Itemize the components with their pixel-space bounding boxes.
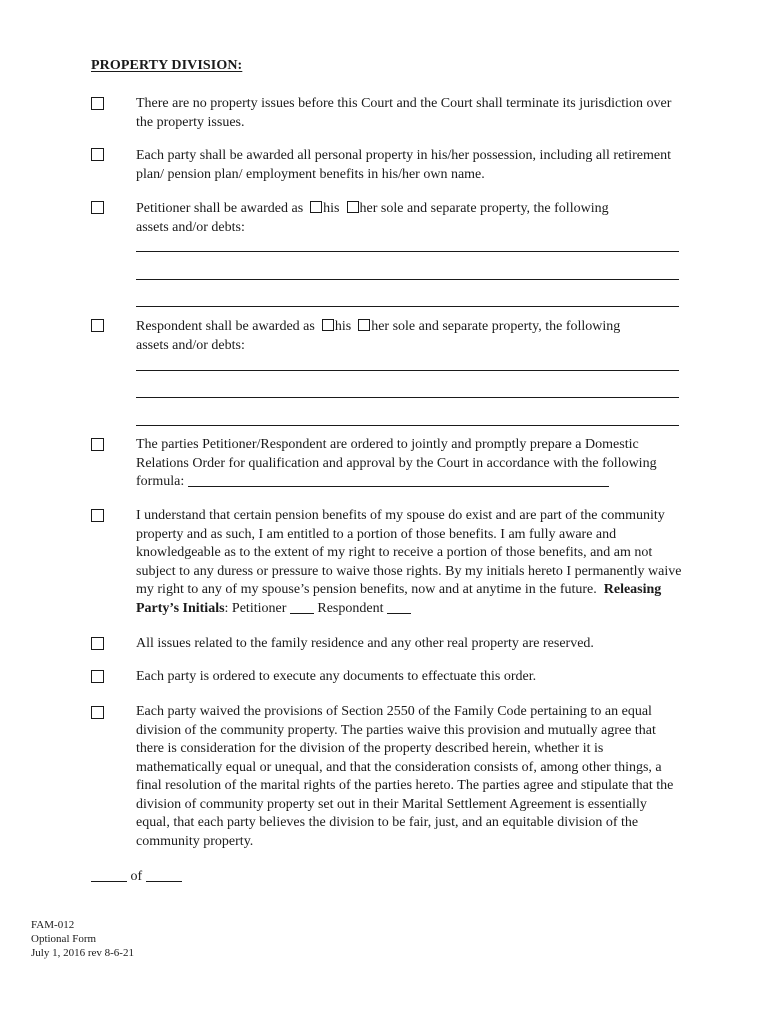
section-heading: PROPERTY DIVISION: [91,58,243,73]
dro-body: The parties Petitioner/Respondent are ordered to jointly and promptly prepare a Domestic Relations Order for qualification and approval by the Court in accordance with the [136,437,639,471]
residence-text: All issues related to the family residence and any other real property are reserved. [136,636,594,651]
respondent-his-label: his [334,319,352,334]
respondent-her-label: her [371,319,390,334]
petitioner-assets-label: assets and/or debts: [136,219,245,235]
respondent-initials-blank[interactable] [387,601,411,614]
personal-property-checkbox[interactable] [91,148,104,161]
pension-waiver-checkbox[interactable] [91,509,104,522]
form-id: FAM-012 [31,919,75,931]
respondent-award-text [136,318,684,355]
petitioner-assets-line-2[interactable] [136,279,679,280]
pension-waiver-text [136,507,684,618]
documents-text: Each party is ordered to execute any documents to effectuate this order. [136,669,537,684]
no-issues-text: There are no property issues before this Court and the Court shall terminate its jurisdiction over the property issues. [136,96,672,130]
petitioner-her-checkbox[interactable] [347,201,359,213]
respondent-assets-line-1[interactable] [136,370,679,371]
petitioner-his-checkbox[interactable] [310,201,322,213]
dro-text [136,436,684,492]
petitioner-award-checkbox[interactable] [91,201,104,214]
page-total-blank[interactable] [146,869,182,882]
releasing-initials-label: Releasing Party’s Initials [136,582,662,616]
initials-petitioner-label: : Petitioner [224,600,287,616]
documents-checkbox[interactable] [91,670,104,683]
section-2550-checkbox[interactable] [91,706,104,719]
respondent-award-checkbox[interactable] [91,319,104,332]
pension-waiver-body: I understand that certain pension benefits of my spouse do exist and are part of the community property and as such, I am entitled to a portion of those benefits. I am fully aware and knowledgeable as to the extent of my right to receive a portion of those benefits, and am not subject to any duress or pressure to waive those rights. By my initials hereto I permanently waive my right to any of my spouse’s pension benefits, now and at anytime in the future. [136,508,682,597]
personal-property-text: Each party shall be awarded all personal property in his/her possession, including all retirement plan/ pension plan/ employment benefits in his/her own name. [136,148,671,182]
residence-checkbox[interactable] [91,637,104,650]
form-date: July 1, 2016 rev 8-6-21 [31,947,134,959]
petitioner-her-label: her [359,201,378,216]
page-current-blank[interactable] [91,869,127,882]
respondent-her-checkbox[interactable] [358,319,370,331]
page-of-label: of [130,869,143,884]
petitioner-assets-line-3[interactable] [136,306,679,307]
petitioner-assets-line-1[interactable] [136,251,679,252]
section-2550-text: Each party waived the provisions of Section 2550 of the Family Code pertaining to an equal division of the community property. The parties waive this provision and mutually agree that there is consideration for the division of the property described herein, whether it is mathematically equal or unequal, and that the consideration consists of, among other things, a final resolution of the marital rights of the parties hereto. The parties agree and stipulate that the division of community property set out in their Marital Settlement Agreement is essentially equal, that each party believes the division to be fair, just, and an equitable division of the community property. [136,704,674,849]
petitioner-award-suffix: sole and separate property, the following [380,201,609,216]
petitioner-award-prefix: Petitioner shall be awarded as [136,201,304,216]
respondent-assets-line-3[interactable] [136,425,679,426]
initials-respondent-label: Respondent [317,600,384,616]
petitioner-initials-blank[interactable] [290,601,314,614]
dro-formula-blank[interactable] [188,474,609,487]
form-footer [31,918,134,960]
respondent-award-prefix: Respondent shall be awarded as [136,319,315,334]
respondent-award-suffix: sole and separate property, the following [392,319,621,334]
dro-checkbox[interactable] [91,438,104,451]
respondent-his-checkbox[interactable] [322,319,334,331]
respondent-assets-label: assets and/or debts: [136,337,245,353]
no-issues-checkbox[interactable] [91,97,104,110]
page-number [91,868,182,886]
respondent-assets-line-2[interactable] [136,397,679,398]
dro-formula-label: following formula: [136,455,657,489]
petitioner-award-text [136,200,684,237]
form-type: Optional Form [31,933,97,945]
petitioner-his-label: his [323,201,340,216]
